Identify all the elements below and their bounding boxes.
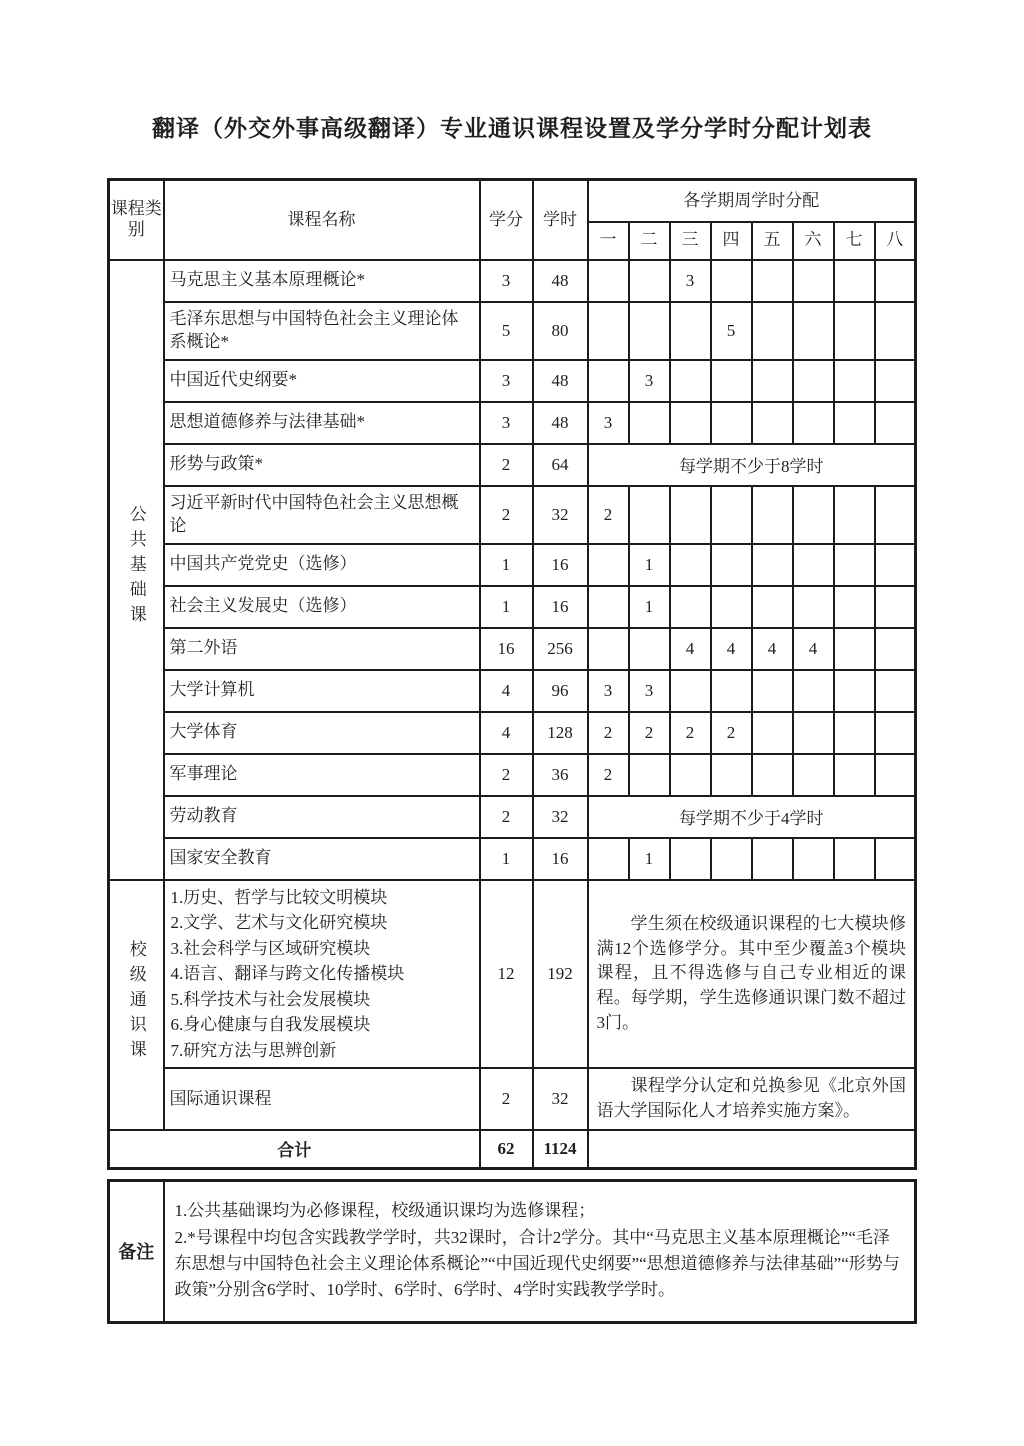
credits-cell: 1 xyxy=(480,838,533,880)
category-label-public: 公共基础课 xyxy=(126,504,146,630)
sem-cell xyxy=(629,754,670,796)
hours-cell: 128 xyxy=(533,712,588,754)
sem-cell: 2 xyxy=(629,712,670,754)
sem-cell xyxy=(711,402,752,444)
sem-cell: 3 xyxy=(629,360,670,402)
hours-cell: 48 xyxy=(533,260,588,302)
sem-cell xyxy=(711,260,752,302)
sem-cell xyxy=(793,712,834,754)
sem-cell xyxy=(588,838,629,880)
course-name-cell: 国家安全教育 xyxy=(164,838,480,880)
hours-cell: 16 xyxy=(533,838,588,880)
semester-col-header: 四 xyxy=(711,222,752,260)
credits-cell: 16 xyxy=(480,628,533,670)
sem-cell xyxy=(875,628,916,670)
sem-cell xyxy=(629,260,670,302)
course-row xyxy=(109,796,916,838)
modules-note: 学生须在校级通识课程的七大模块修满12个选修学分。其中至少覆盖3个模块课程，且不得选修与自己专业相近的课程。每学期，学生选修通识课门数不超过3门。 xyxy=(596,914,906,1032)
hours-cell: 48 xyxy=(533,360,588,402)
sem-cell: 1 xyxy=(629,544,670,586)
sem-cell xyxy=(629,402,670,444)
course-row xyxy=(109,838,916,880)
course-name-cell: 大学体育 xyxy=(164,712,480,754)
sem-cell xyxy=(711,670,752,712)
total-label: 合计 xyxy=(109,1130,480,1168)
sem-cell xyxy=(875,260,916,302)
module-item: 1.历史、哲学与比较文明模块 xyxy=(170,887,388,907)
category-cell-general xyxy=(109,880,164,1131)
sem-cell xyxy=(875,670,916,712)
sem-cell xyxy=(793,670,834,712)
sem-cell xyxy=(875,360,916,402)
sem-cell xyxy=(588,544,629,586)
sem-cell: 2 xyxy=(588,712,629,754)
sem-cell xyxy=(752,302,793,360)
modules-list xyxy=(164,880,480,1069)
sem-cell: 1 xyxy=(629,586,670,628)
sem-cell xyxy=(834,486,875,544)
course-name-cell: 思想道德修养与法律基础* xyxy=(164,402,480,444)
sem-cell xyxy=(834,628,875,670)
sem-cell xyxy=(834,544,875,586)
credits-cell: 2 xyxy=(480,754,533,796)
page-title: 翻译（外交外事高级翻译）专业通识课程设置及学分学时分配计划表 xyxy=(152,115,872,141)
total-row xyxy=(109,1130,916,1168)
sem-cell xyxy=(629,302,670,360)
hours-cell: 32 xyxy=(533,486,588,544)
sem-cell xyxy=(875,302,916,360)
sem-cell xyxy=(588,302,629,360)
sem-cell xyxy=(834,670,875,712)
total-sem-empty xyxy=(588,1130,916,1168)
credits-cell: 2 xyxy=(480,1068,533,1130)
sem-cell xyxy=(588,260,629,302)
sem-cell: 3 xyxy=(670,260,711,302)
sem-cell: 4 xyxy=(793,628,834,670)
sem-cell xyxy=(670,754,711,796)
sem-cell: 4 xyxy=(752,628,793,670)
credits-cell: 3 xyxy=(480,402,533,444)
sem-cell xyxy=(752,712,793,754)
sem-cell xyxy=(752,586,793,628)
sem-cell xyxy=(670,838,711,880)
course-row xyxy=(109,260,916,302)
hours-cell: 16 xyxy=(533,544,588,586)
hours-cell: 32 xyxy=(533,1068,588,1130)
credits-cell: 12 xyxy=(480,880,533,1069)
sem-cell: 2 xyxy=(588,754,629,796)
sem-cell xyxy=(793,260,834,302)
hours-header: 学时 xyxy=(533,180,588,260)
course-name-cell: 劳动教育 xyxy=(164,796,480,838)
sem-cell xyxy=(588,628,629,670)
sem-cell xyxy=(711,544,752,586)
sem-cell xyxy=(752,670,793,712)
sem-cell xyxy=(834,712,875,754)
course-name-cell: 中国近代史纲要* xyxy=(164,360,480,402)
sem-cell: 3 xyxy=(588,670,629,712)
category-cell-public xyxy=(109,260,164,880)
hours-cell: 48 xyxy=(533,402,588,444)
hours-cell: 80 xyxy=(533,302,588,360)
hours-cell: 64 xyxy=(533,444,588,486)
hours-cell: 16 xyxy=(533,586,588,628)
sem-cell xyxy=(711,486,752,544)
modules-note-cell xyxy=(588,880,916,1069)
semester-col-header: 三 xyxy=(670,222,711,260)
credits-cell: 4 xyxy=(480,712,533,754)
course-name-cell: 社会主义发展史（选修） xyxy=(164,586,480,628)
total-credits: 62 xyxy=(480,1130,533,1168)
curriculum-table xyxy=(107,178,917,1170)
sem-cell xyxy=(875,544,916,586)
intl-course-row xyxy=(109,1068,916,1130)
sem-cell xyxy=(793,544,834,586)
sem-cell xyxy=(752,838,793,880)
credits-cell: 2 xyxy=(480,486,533,544)
sem-cell xyxy=(588,360,629,402)
semester-col-header: 八 xyxy=(875,222,916,260)
sem-cell xyxy=(670,670,711,712)
sem-cell: 2 xyxy=(670,712,711,754)
total-hours: 1124 xyxy=(533,1130,588,1168)
sem-cell xyxy=(752,260,793,302)
course-row xyxy=(109,628,916,670)
sem-cell xyxy=(629,628,670,670)
course-name-cell: 国际通识课程 xyxy=(164,1068,480,1130)
hours-cell: 192 xyxy=(533,880,588,1069)
course-row xyxy=(109,712,916,754)
sem-cell xyxy=(875,402,916,444)
intl-note: 课程学分认定和兑换参见《北京外国语大学国际化人才培养实施方案》。 xyxy=(596,1076,906,1120)
credits-cell: 2 xyxy=(480,444,533,486)
category-header: 课程类别 xyxy=(109,180,164,260)
sem-cell xyxy=(752,486,793,544)
sem-cell: 3 xyxy=(629,670,670,712)
course-name-cell: 第二外语 xyxy=(164,628,480,670)
sem-cell xyxy=(793,302,834,360)
sem-cell xyxy=(670,302,711,360)
course-name-cell: 马克思主义基本原理概论* xyxy=(164,260,480,302)
hours-cell: 36 xyxy=(533,754,588,796)
course-row xyxy=(109,544,916,586)
sem-cell: 1 xyxy=(629,838,670,880)
sem-cell: 4 xyxy=(711,628,752,670)
course-name-cell: 大学计算机 xyxy=(164,670,480,712)
sem-cell xyxy=(875,586,916,628)
sem-cell xyxy=(793,586,834,628)
credits-header: 学分 xyxy=(480,180,533,260)
tables-area xyxy=(107,178,919,1324)
course-row xyxy=(109,754,916,796)
course-row xyxy=(109,586,916,628)
credits-cell: 4 xyxy=(480,670,533,712)
sem-cell xyxy=(834,754,875,796)
credits-cell: 3 xyxy=(480,360,533,402)
hours-cell: 256 xyxy=(533,628,588,670)
semester-col-header: 二 xyxy=(629,222,670,260)
sem-cell: 5 xyxy=(711,302,752,360)
course-name-cell: 毛泽东思想与中国特色社会主义理论体系概论* xyxy=(164,302,480,360)
sem-note-cell: 每学期不少于4学时 xyxy=(588,796,916,838)
sem-cell xyxy=(752,402,793,444)
course-row xyxy=(109,302,916,360)
semester-col-header: 七 xyxy=(834,222,875,260)
sem-cell xyxy=(793,402,834,444)
sem-cell xyxy=(752,544,793,586)
module-item: 7.研究方法与思辨创新 xyxy=(170,1040,337,1060)
course-row xyxy=(109,486,916,544)
semester-col-header: 六 xyxy=(793,222,834,260)
modules-row xyxy=(109,880,916,1069)
sem-cell xyxy=(875,754,916,796)
sem-cell xyxy=(711,586,752,628)
sem-cell xyxy=(834,360,875,402)
sem-cell: 4 xyxy=(670,628,711,670)
credits-cell: 3 xyxy=(480,260,533,302)
course-name-cell: 军事理论 xyxy=(164,754,480,796)
semester-group-header: 各学期周学时分配 xyxy=(588,180,916,222)
sem-cell xyxy=(711,754,752,796)
remark-item: 2.*号课程中均包含实践教学学时，共32课时，合计2学分。其中“马克思主义基本原理概论”“毛泽东思想与中国特色社会主义理论体系概论”“中国近现代史纲要”“思想道德修养与法律基础”“形势与政策”分别含6学时、10学时、6学时、6学时、4学时实践教学学时。 xyxy=(174,1227,900,1300)
sem-cell xyxy=(834,586,875,628)
sem-cell xyxy=(793,838,834,880)
course-row xyxy=(109,402,916,444)
hours-cell: 96 xyxy=(533,670,588,712)
course-row xyxy=(109,444,916,486)
course-name-header: 课程名称 xyxy=(164,180,480,260)
sem-cell xyxy=(670,360,711,402)
sem-cell xyxy=(670,402,711,444)
sem-cell xyxy=(588,586,629,628)
sem-cell xyxy=(834,838,875,880)
sem-cell xyxy=(670,486,711,544)
sem-cell xyxy=(834,402,875,444)
sem-cell xyxy=(752,360,793,402)
credits-cell: 1 xyxy=(480,544,533,586)
semester-col-header: 一 xyxy=(588,222,629,260)
sem-cell xyxy=(793,360,834,402)
sem-cell xyxy=(793,486,834,544)
sem-cell: 3 xyxy=(588,402,629,444)
sem-cell xyxy=(834,260,875,302)
header-row-1 xyxy=(109,180,916,222)
sem-cell xyxy=(875,486,916,544)
sem-cell xyxy=(629,486,670,544)
module-item: 6.身心健康与自我发展模块 xyxy=(170,1015,371,1034)
sem-cell xyxy=(670,544,711,586)
remarks-label: 备注 xyxy=(109,1180,164,1322)
sem-cell: 2 xyxy=(711,712,752,754)
credits-cell: 2 xyxy=(480,796,533,838)
sem-cell xyxy=(875,712,916,754)
course-row xyxy=(109,670,916,712)
course-name-cell: 形势与政策* xyxy=(164,444,480,486)
module-item: 3.社会科学与区域研究模块 xyxy=(170,938,371,958)
semester-col-header: 五 xyxy=(752,222,793,260)
sem-cell xyxy=(875,838,916,880)
remarks-row xyxy=(109,1180,916,1322)
course-row xyxy=(109,360,916,402)
module-item: 2.文学、艺术与文化研究模块 xyxy=(170,913,388,932)
intl-note-cell xyxy=(588,1068,916,1130)
sem-cell xyxy=(834,302,875,360)
module-item: 5.科学技术与社会发展模块 xyxy=(170,989,371,1009)
sem-cell xyxy=(793,754,834,796)
sem-note-cell: 每学期不少于8学时 xyxy=(588,444,916,486)
module-item: 4.语言、翻译与跨文化传播模块 xyxy=(170,964,405,983)
sem-cell xyxy=(752,754,793,796)
remark-item: 1.公共基础课均为必修课程，校级通识课均为选修课程； xyxy=(174,1201,596,1221)
sem-cell: 2 xyxy=(588,486,629,544)
hours-cell: 32 xyxy=(533,796,588,838)
sem-cell xyxy=(711,360,752,402)
course-name-cell: 中国共产党党史（选修） xyxy=(164,544,480,586)
category-label-general: 校级通识课 xyxy=(126,939,146,1065)
course-name-cell: 习近平新时代中国特色社会主义思想概论 xyxy=(164,486,480,544)
credits-cell: 1 xyxy=(480,586,533,628)
remarks-body xyxy=(164,1180,916,1322)
sem-cell xyxy=(711,838,752,880)
remarks-table xyxy=(107,1179,917,1324)
credits-cell: 5 xyxy=(480,302,533,360)
sem-cell xyxy=(670,586,711,628)
